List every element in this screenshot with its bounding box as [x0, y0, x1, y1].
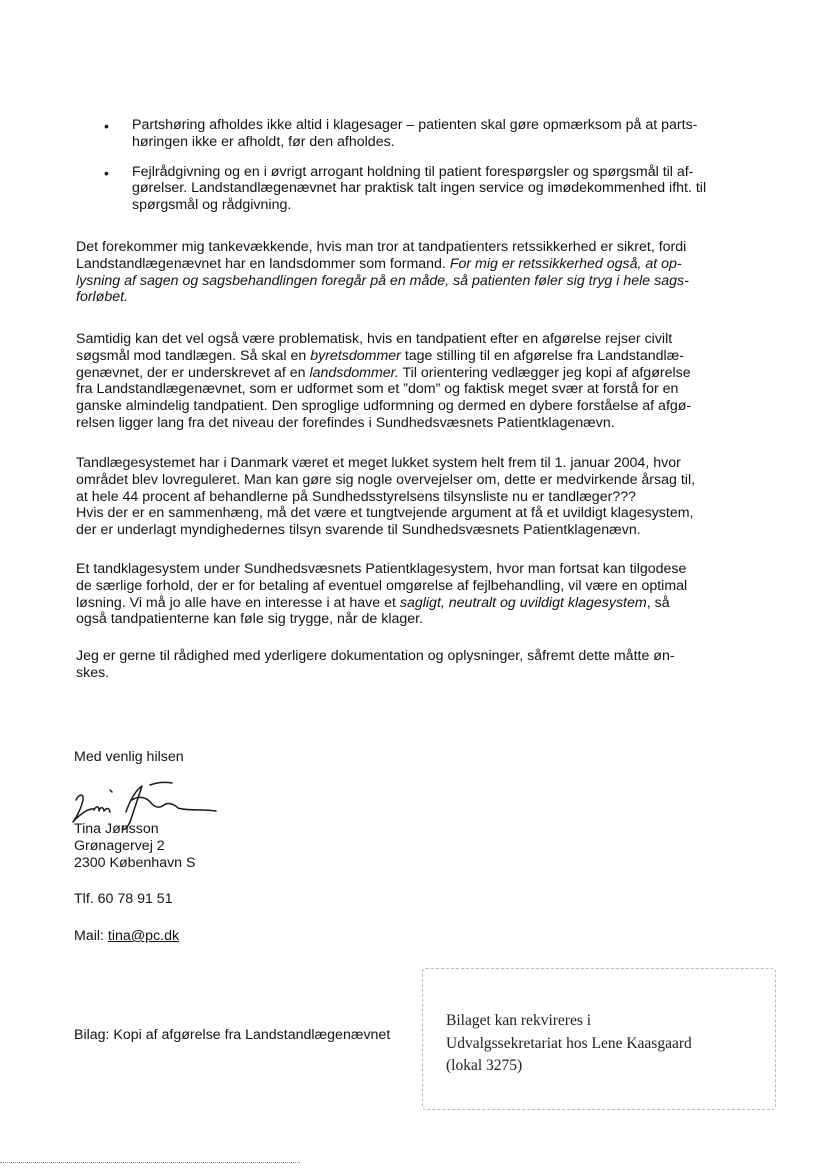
italic-text: For mig er retssikkerhed også, at op- [449, 255, 682, 272]
text-span: tage stilling til en afgørelse fra Landstandlæ- [400, 347, 685, 364]
text-line: ganske almindelig tandpatient. Den sproglige udformning og dermed en dybere forståelse af afgø- [76, 398, 692, 415]
stamp-line: Bilaget kan rekvireres i [446, 1012, 592, 1029]
text-span: , så [646, 594, 670, 611]
italic-text: sagligt, neutralt og uvildigt klagesystem [399, 594, 647, 611]
bullet-item [96, 117, 756, 151]
closing-greeting: Med venlig hilsen [74, 749, 184, 765]
paragraph-civilt-soegsmaal [76, 331, 752, 432]
paragraph-tandlaegesystemet [76, 455, 752, 539]
text-span: løsning. Vi må jo alle have en interesse i at have et [76, 594, 400, 611]
bullet-line: spørgsmål og rådgivning. [132, 197, 292, 214]
sender-mail [74, 928, 374, 945]
stamp-line: Udvalgssekretariat hos Lene Kaasgaard [446, 1034, 692, 1052]
text-line: Samtidig kan det vel også være problematisk, hvis en tandpatient efter en afgørelse rejser civilt [76, 331, 673, 347]
text-line [76, 595, 752, 612]
text-line: Hvis der er en sammenhæng, må det være et tungtvejende argument at få et uvildigt klagesystem, [76, 505, 694, 522]
text-line [76, 289, 752, 306]
text-line: Et tandklagesystem under Sundhedsvæsnets Patientklagesystem, hvor man fortsat kan tilgodese [76, 561, 687, 577]
text-line: området blev lovreguleret. Man kan gøre sig nogle overvejelser om, dette er medvirkende årsag til, [76, 471, 696, 488]
text-span: Landstandlægenævnet har en landsdommer som formand. [76, 255, 450, 272]
text-span: genævnet, der er underskrevet af en [76, 364, 310, 381]
italic-text: forløbet. [76, 289, 129, 306]
bullet-line: Fejlrådgivning og en i øvrigt arrogant holdning til patient forespørgsler og spørgsmål til af- [132, 163, 694, 180]
text-line [76, 273, 752, 290]
text-line: der er underlagt myndighedernes tilsyn svarende til Sundhedsvæsnets Patientklagenævn. [76, 522, 641, 539]
paragraph-tandklagesystem [76, 561, 752, 628]
text-line: også tandpatienterne kan føle sig trygge, når de klager. [76, 611, 424, 628]
text-line: skes. [76, 664, 110, 681]
sender-city: 2300 København S [74, 855, 196, 871]
bullet-dot-icon: • [104, 164, 109, 181]
text-line: at hele 44 procent af behandlerne på Sundhedsstyrelsens tilsynsliste nu er tandlæger??? [76, 488, 636, 505]
text-line: Tandlægesystemet har i Danmark været et meget lukket system helt frem til 1. januar 2004, hvor [76, 455, 681, 471]
bullet-line: Partshøring afholdes ikke altid i klagesager – patienten skal gøre opmærksom på at parts- [132, 117, 698, 133]
bullet-dot-icon: • [104, 118, 109, 134]
bullet-line: gørelser. Landstandlægenævnet har praktisk talt ingen service og imødekommenhed ifht. til [132, 180, 707, 197]
text-line: de særlige forhold, der er for betaling af eventuel omgørelse af fejlbehandling, vil være en optimal [76, 577, 688, 594]
text-span: Til orientering vedlægger jeg kopi af afgørelse [398, 364, 691, 381]
bullet-line: høringen ikke er afholdt, før den afholdes. [132, 133, 395, 150]
paragraph-raadighed [76, 648, 752, 682]
italic-text: lysning af sagen og sagsbehandlingen foregår på en måde, så patienten føler sig tryg i hele sags- [76, 272, 689, 289]
text-span: søgsmål mod tandlægen. Så skal en [76, 347, 311, 364]
bullet-item [96, 164, 756, 214]
bullet-list [96, 117, 756, 227]
text-line: fra Landstandlægenævnet, som er udformet som et ”dom” og faktisk meget svær at forstå for en [76, 381, 679, 398]
text-line: Jeg er gerne til rådighed med yderligere dokumentation og oplysninger, såfremt dette måtte øn- [76, 648, 675, 664]
attachment-note: Bilag: Kopi af afgørelse fra Landstandlægenævnet [74, 1027, 391, 1043]
stamp-text [446, 1010, 766, 1078]
mail-link[interactable]: tina@pc.dk [107, 928, 180, 944]
paragraph-retssikkerhed [76, 239, 752, 306]
sender-name: Tina Jønsson [74, 821, 159, 837]
text-line [76, 365, 752, 382]
sender-phone: Tlf. 60 78 91 51 [74, 891, 173, 907]
italic-text: landsdommer. [309, 364, 399, 381]
scan-edge-divider [0, 1162, 300, 1164]
italic-text: byretsdommer [310, 347, 401, 364]
text-line: Det forekommer mig tankevækkende, hvis man tror at tandpatienters retssikkerhed er sikret, fordi [76, 239, 687, 255]
mail-label: Mail: [74, 928, 108, 944]
text-line [76, 256, 752, 273]
text-line [76, 348, 752, 365]
text-line: relsen ligger lang fra det niveau der forefindes i Sundhedsvæsnets Patientklagenævn. [76, 414, 615, 431]
sender-street: Grønagervej 2 [74, 838, 165, 854]
stamp-line: (lokal 3275) [446, 1057, 523, 1074]
